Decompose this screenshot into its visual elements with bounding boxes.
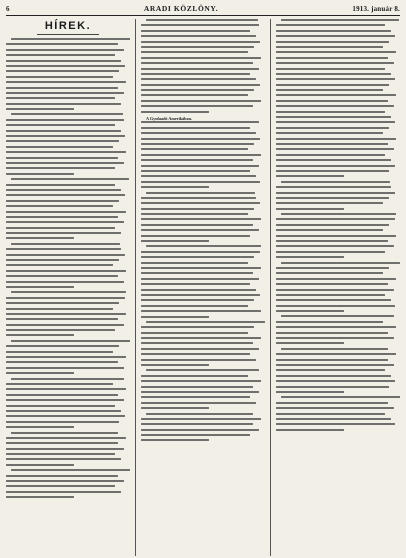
text-line bbox=[141, 143, 254, 145]
news-item-body bbox=[141, 121, 265, 188]
news-item bbox=[276, 348, 400, 393]
text-line bbox=[276, 170, 389, 172]
text-line bbox=[141, 256, 254, 258]
text-line bbox=[6, 329, 115, 331]
text-line bbox=[281, 396, 400, 398]
text-line bbox=[276, 272, 383, 274]
text-line bbox=[141, 359, 256, 361]
column-2 bbox=[135, 19, 265, 556]
text-line bbox=[141, 364, 209, 366]
text-line bbox=[146, 413, 253, 415]
text-line bbox=[141, 439, 209, 441]
news-item bbox=[6, 469, 130, 498]
text-line bbox=[141, 159, 253, 161]
text-line bbox=[276, 100, 388, 102]
text-line bbox=[281, 315, 394, 317]
page-number: 6 bbox=[6, 5, 10, 13]
text-line bbox=[141, 418, 261, 420]
text-line bbox=[141, 30, 250, 32]
text-line bbox=[276, 359, 388, 361]
text-line bbox=[146, 245, 261, 247]
text-line bbox=[276, 342, 344, 344]
text-line bbox=[276, 321, 383, 323]
text-line bbox=[141, 229, 259, 231]
text-line bbox=[276, 41, 389, 43]
text-line bbox=[276, 208, 344, 210]
text-line bbox=[276, 89, 383, 91]
text-line bbox=[6, 184, 115, 186]
text-line bbox=[11, 113, 123, 115]
text-line bbox=[141, 299, 254, 301]
text-line bbox=[6, 410, 121, 412]
text-line bbox=[276, 289, 394, 291]
news-item bbox=[6, 378, 130, 429]
text-line bbox=[141, 218, 261, 220]
text-line bbox=[141, 267, 261, 269]
text-line bbox=[141, 186, 209, 188]
text-line bbox=[276, 402, 388, 404]
text-line bbox=[6, 157, 118, 159]
text-line bbox=[276, 192, 395, 194]
text-line bbox=[276, 116, 391, 118]
text-line bbox=[141, 278, 259, 280]
text-line bbox=[6, 227, 115, 229]
text-line bbox=[6, 167, 115, 169]
text-line bbox=[11, 291, 126, 293]
news-item-body bbox=[141, 19, 265, 113]
news-item-body bbox=[141, 321, 265, 366]
text-line bbox=[276, 218, 395, 220]
text-line bbox=[141, 105, 253, 107]
text-line bbox=[6, 49, 124, 51]
text-line bbox=[276, 337, 394, 339]
news-item-body bbox=[141, 369, 265, 409]
text-line bbox=[141, 429, 259, 431]
text-line bbox=[6, 437, 126, 439]
text-line bbox=[141, 332, 248, 334]
text-line bbox=[6, 426, 74, 428]
text-line bbox=[276, 94, 396, 96]
news-item bbox=[141, 245, 265, 317]
text-line bbox=[11, 469, 130, 471]
text-line bbox=[6, 270, 126, 272]
text-line bbox=[141, 73, 250, 75]
text-line bbox=[276, 413, 385, 415]
news-item bbox=[6, 340, 130, 374]
text-line bbox=[6, 388, 126, 390]
text-line bbox=[6, 372, 74, 374]
news-item bbox=[6, 432, 130, 466]
news-item-body bbox=[276, 19, 400, 177]
text-line bbox=[141, 224, 253, 226]
news-item-body bbox=[6, 243, 130, 288]
text-line bbox=[6, 259, 119, 261]
text-line bbox=[276, 294, 385, 296]
text-line bbox=[6, 275, 118, 277]
text-line bbox=[141, 289, 256, 291]
paper-title: ARADI KÖZLÖNY. bbox=[143, 4, 219, 13]
text-line bbox=[11, 432, 118, 434]
text-line bbox=[276, 62, 394, 64]
text-line bbox=[141, 154, 261, 156]
text-line bbox=[276, 375, 391, 377]
text-line bbox=[141, 175, 256, 177]
text-line bbox=[276, 267, 389, 269]
text-line bbox=[276, 386, 389, 388]
text-line bbox=[141, 121, 259, 123]
text-line bbox=[141, 165, 259, 167]
text-line bbox=[141, 272, 253, 274]
text-line bbox=[6, 448, 124, 450]
text-line bbox=[141, 24, 259, 26]
text-line bbox=[141, 240, 209, 242]
text-line bbox=[141, 305, 248, 307]
text-line bbox=[141, 202, 260, 204]
text-line bbox=[6, 264, 113, 266]
news-item-body bbox=[6, 38, 130, 110]
text-line bbox=[276, 175, 344, 177]
text-line bbox=[276, 283, 388, 285]
news-item-body bbox=[276, 396, 400, 430]
text-line bbox=[276, 105, 394, 107]
text-line bbox=[141, 94, 248, 96]
text-line bbox=[141, 326, 254, 328]
text-line bbox=[6, 313, 126, 315]
news-item-body bbox=[276, 348, 400, 393]
news-item-body bbox=[141, 245, 265, 317]
text-line bbox=[141, 208, 254, 210]
text-line bbox=[146, 192, 255, 194]
news-item bbox=[276, 19, 400, 177]
text-line bbox=[276, 57, 388, 59]
text-line bbox=[6, 97, 115, 99]
text-line bbox=[141, 402, 256, 404]
text-line bbox=[276, 305, 395, 307]
text-line bbox=[141, 294, 260, 296]
news-item bbox=[141, 369, 265, 409]
text-line bbox=[6, 119, 124, 121]
text-line bbox=[141, 407, 209, 409]
text-line bbox=[6, 464, 74, 466]
text-line bbox=[6, 334, 74, 336]
text-line bbox=[6, 232, 121, 234]
text-line bbox=[6, 318, 118, 320]
text-line bbox=[141, 380, 261, 382]
text-line bbox=[6, 383, 113, 385]
text-line bbox=[281, 181, 390, 183]
news-item-body bbox=[141, 413, 265, 442]
text-line bbox=[141, 348, 259, 350]
text-line bbox=[6, 221, 124, 223]
news-item-body bbox=[6, 178, 130, 239]
news-item bbox=[276, 315, 400, 344]
rubric-rule bbox=[37, 34, 99, 35]
text-line bbox=[11, 378, 124, 380]
news-item bbox=[6, 113, 130, 174]
text-line bbox=[276, 46, 383, 48]
text-line bbox=[281, 348, 388, 350]
text-line bbox=[6, 351, 113, 353]
text-line bbox=[276, 380, 395, 382]
news-item-body bbox=[6, 432, 130, 466]
text-line bbox=[141, 386, 253, 388]
text-line bbox=[6, 173, 74, 175]
text-line bbox=[276, 73, 391, 75]
text-line bbox=[276, 24, 385, 26]
text-line bbox=[6, 60, 121, 62]
text-line bbox=[141, 41, 260, 43]
text-line bbox=[6, 162, 124, 164]
text-line bbox=[11, 178, 129, 180]
text-line bbox=[141, 89, 254, 91]
text-line bbox=[11, 340, 130, 342]
text-line bbox=[276, 245, 394, 247]
text-line bbox=[141, 181, 260, 183]
text-line bbox=[141, 127, 250, 129]
text-line bbox=[6, 356, 126, 358]
text-line bbox=[6, 92, 124, 94]
text-line bbox=[6, 87, 118, 89]
text-line bbox=[6, 103, 121, 105]
text-line bbox=[276, 159, 391, 161]
text-line bbox=[281, 19, 399, 21]
text-line bbox=[141, 235, 250, 237]
column-1 bbox=[6, 19, 130, 556]
text-line bbox=[276, 240, 388, 242]
text-line bbox=[6, 43, 118, 45]
masthead bbox=[6, 4, 400, 16]
text-line bbox=[141, 170, 250, 172]
text-line bbox=[6, 480, 124, 482]
text-line bbox=[276, 154, 385, 156]
text-line bbox=[141, 213, 248, 215]
text-line bbox=[6, 453, 115, 455]
text-line bbox=[146, 321, 265, 323]
text-line bbox=[6, 442, 118, 444]
text-line bbox=[276, 278, 396, 280]
text-line bbox=[141, 353, 250, 355]
text-line bbox=[6, 415, 125, 417]
text-line bbox=[11, 38, 130, 40]
issue-date: 1913. január 8. bbox=[352, 5, 400, 13]
text-line bbox=[141, 396, 250, 398]
text-line bbox=[141, 138, 260, 140]
text-line bbox=[276, 235, 396, 237]
text-line bbox=[6, 237, 74, 239]
news-item bbox=[6, 38, 130, 110]
text-line bbox=[276, 35, 395, 37]
text-line bbox=[6, 405, 115, 407]
text-line bbox=[276, 326, 396, 328]
text-line bbox=[6, 54, 115, 56]
news-item bbox=[141, 321, 265, 366]
text-line bbox=[6, 130, 121, 132]
section-rubric: HÍREK. bbox=[44, 20, 92, 32]
text-line bbox=[6, 496, 74, 498]
text-line bbox=[281, 213, 396, 215]
text-line bbox=[6, 81, 126, 83]
text-line bbox=[141, 262, 248, 264]
text-line bbox=[141, 316, 209, 318]
news-item bbox=[141, 116, 265, 188]
text-line bbox=[6, 324, 124, 326]
text-line bbox=[6, 475, 118, 477]
news-item bbox=[6, 291, 130, 336]
text-line bbox=[6, 345, 119, 347]
text-line bbox=[276, 186, 391, 188]
text-line bbox=[6, 189, 121, 191]
text-line bbox=[276, 30, 391, 32]
text-line bbox=[276, 256, 344, 258]
text-line bbox=[6, 194, 125, 196]
text-line bbox=[6, 211, 126, 213]
text-line bbox=[146, 369, 259, 371]
text-line bbox=[276, 121, 395, 123]
text-line bbox=[6, 302, 119, 304]
text-line bbox=[141, 35, 256, 37]
text-line bbox=[276, 332, 388, 334]
news-item-title: A Gyufaadó Amerikában. bbox=[146, 116, 192, 122]
text-line bbox=[141, 57, 261, 59]
text-line bbox=[276, 127, 389, 129]
text-line bbox=[6, 286, 74, 288]
text-line bbox=[6, 485, 115, 487]
text-line bbox=[281, 262, 400, 264]
text-line bbox=[276, 138, 396, 140]
text-line bbox=[6, 146, 113, 148]
text-line bbox=[141, 251, 260, 253]
news-item-body bbox=[6, 469, 130, 498]
text-line bbox=[6, 151, 126, 153]
text-line bbox=[141, 78, 256, 80]
news-item bbox=[141, 192, 265, 243]
text-line bbox=[276, 51, 396, 53]
text-line bbox=[276, 229, 383, 231]
text-line bbox=[276, 111, 385, 113]
text-line bbox=[6, 421, 119, 423]
news-item-body bbox=[6, 378, 130, 429]
text-line bbox=[6, 399, 124, 401]
text-line bbox=[276, 165, 395, 167]
text-line bbox=[11, 243, 120, 245]
news-item-body bbox=[141, 192, 265, 243]
text-line bbox=[6, 205, 113, 207]
text-line bbox=[6, 254, 125, 256]
text-line bbox=[276, 143, 388, 145]
news-item bbox=[6, 178, 130, 239]
text-line bbox=[276, 429, 344, 431]
text-line bbox=[141, 283, 250, 285]
text-line bbox=[6, 200, 119, 202]
text-line bbox=[276, 68, 385, 70]
text-line bbox=[6, 216, 118, 218]
text-line bbox=[276, 251, 385, 253]
news-item-body bbox=[6, 113, 130, 174]
text-line bbox=[276, 418, 391, 420]
text-line bbox=[141, 434, 250, 436]
text-line bbox=[276, 407, 394, 409]
text-line bbox=[141, 423, 253, 425]
text-line bbox=[6, 140, 119, 142]
text-columns bbox=[6, 19, 400, 556]
text-line bbox=[6, 458, 121, 460]
text-line bbox=[6, 281, 124, 283]
text-line bbox=[6, 248, 121, 250]
text-line bbox=[141, 62, 253, 64]
text-line bbox=[141, 84, 260, 86]
text-line bbox=[276, 202, 383, 204]
news-item-body bbox=[6, 291, 130, 336]
text-line bbox=[6, 491, 121, 493]
text-line bbox=[276, 197, 389, 199]
text-line bbox=[276, 299, 391, 301]
text-line bbox=[276, 353, 396, 355]
news-item bbox=[141, 413, 265, 442]
text-line bbox=[276, 364, 394, 366]
text-line bbox=[141, 337, 261, 339]
text-line bbox=[141, 68, 259, 70]
text-line bbox=[141, 310, 261, 312]
text-line bbox=[276, 78, 395, 80]
text-line bbox=[276, 391, 344, 393]
news-item-body bbox=[276, 262, 400, 313]
text-line bbox=[6, 308, 113, 310]
text-line bbox=[276, 310, 344, 312]
text-line bbox=[6, 108, 74, 110]
text-line bbox=[276, 84, 389, 86]
text-line bbox=[141, 111, 209, 113]
text-line bbox=[6, 124, 115, 126]
news-item bbox=[6, 243, 130, 288]
text-line bbox=[146, 19, 258, 21]
text-line bbox=[6, 76, 113, 78]
news-item bbox=[276, 213, 400, 258]
text-line bbox=[6, 70, 119, 72]
text-line bbox=[276, 423, 395, 425]
news-item-body bbox=[276, 213, 400, 258]
column-3 bbox=[270, 19, 400, 556]
text-line bbox=[276, 369, 385, 371]
text-line bbox=[6, 65, 125, 67]
news-item-body bbox=[276, 315, 400, 344]
news-item bbox=[276, 181, 400, 210]
news-item bbox=[276, 262, 400, 313]
text-line bbox=[141, 46, 254, 48]
text-line bbox=[141, 100, 261, 102]
text-line bbox=[6, 135, 125, 137]
news-item bbox=[141, 19, 265, 113]
text-line bbox=[141, 197, 256, 199]
text-line bbox=[276, 132, 383, 134]
text-line bbox=[6, 367, 124, 369]
text-line bbox=[276, 224, 389, 226]
text-line bbox=[141, 375, 248, 377]
text-line bbox=[141, 342, 253, 344]
text-line bbox=[6, 361, 118, 363]
text-line bbox=[141, 148, 248, 150]
news-item bbox=[276, 396, 400, 430]
text-line bbox=[6, 297, 125, 299]
text-line bbox=[6, 394, 118, 396]
text-line bbox=[276, 148, 394, 150]
news-item-body bbox=[6, 340, 130, 374]
text-line bbox=[141, 51, 248, 53]
news-item-body bbox=[276, 181, 400, 210]
text-line bbox=[141, 391, 259, 393]
text-line bbox=[141, 132, 256, 134]
